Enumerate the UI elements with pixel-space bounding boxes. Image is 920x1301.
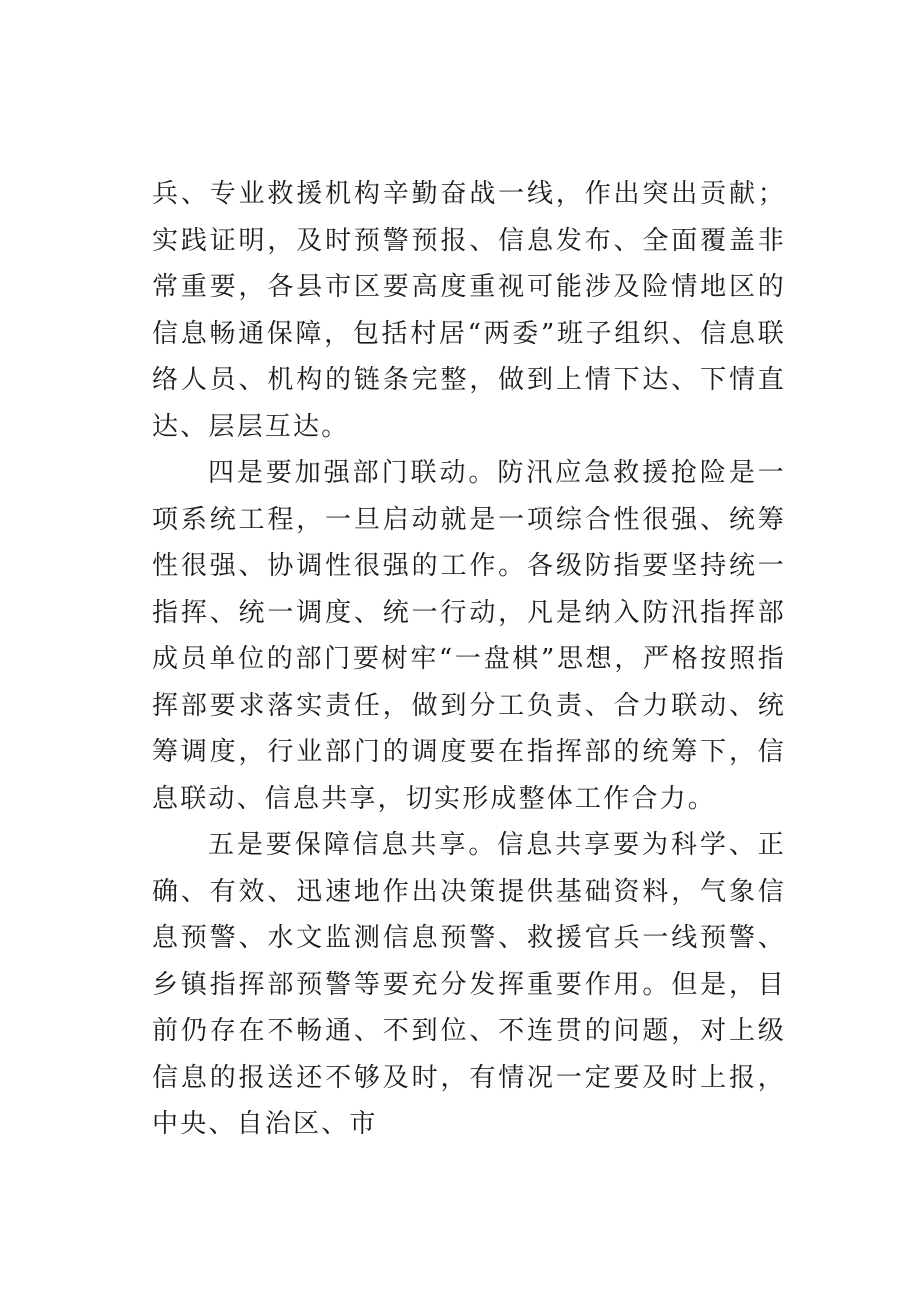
paragraph-continuation: 兵、专业救援机构辛勤奋战一线，作出突出贡献；实践证明，及时预警预报、信息发布、全面覆盖非常重要，各县市区要高度重视可能涉及险情地区的信息畅通保障，包括村居“两委”班子组织、信息联络人员、机构的链条完整，做到上情下达、下情直达、层层互达。 <box>152 179 786 442</box>
paragraph-department-coordination: 四是要加强部门联动。防汛应急救援抢险是一项系统工程，一旦启动就是一项综合性很强、统筹性很强、协调性很强的工作。各级防指要坚持统一指挥、统一调度、统一行动，凡是纳入防汛指挥部成员单位的部门要树牢“一盘棋”思想，严格按照指挥部要求落实责任，做到分工负责、合力联动、统筹调度，行业部门的调度要在指挥部的统筹下，信息联动、信息共享，切实形成整体工作合力。 <box>152 458 786 814</box>
paragraph-information-sharing: 五是要保障信息共享。信息共享要为科学、正确、有效、迅速地作出决策提供基础资料，气象信息预警、水文监测信息预警、救援官兵一线预警、乡镇指挥部预警等要充分发挥重要作用。但是，目前仍存在不畅通、不到位、不连贯的问题，对上级信息的报送还不够及时，有情况一定要及时上报，中央、自治区、市 <box>152 830 786 1139</box>
document-body <box>152 171 786 1148</box>
